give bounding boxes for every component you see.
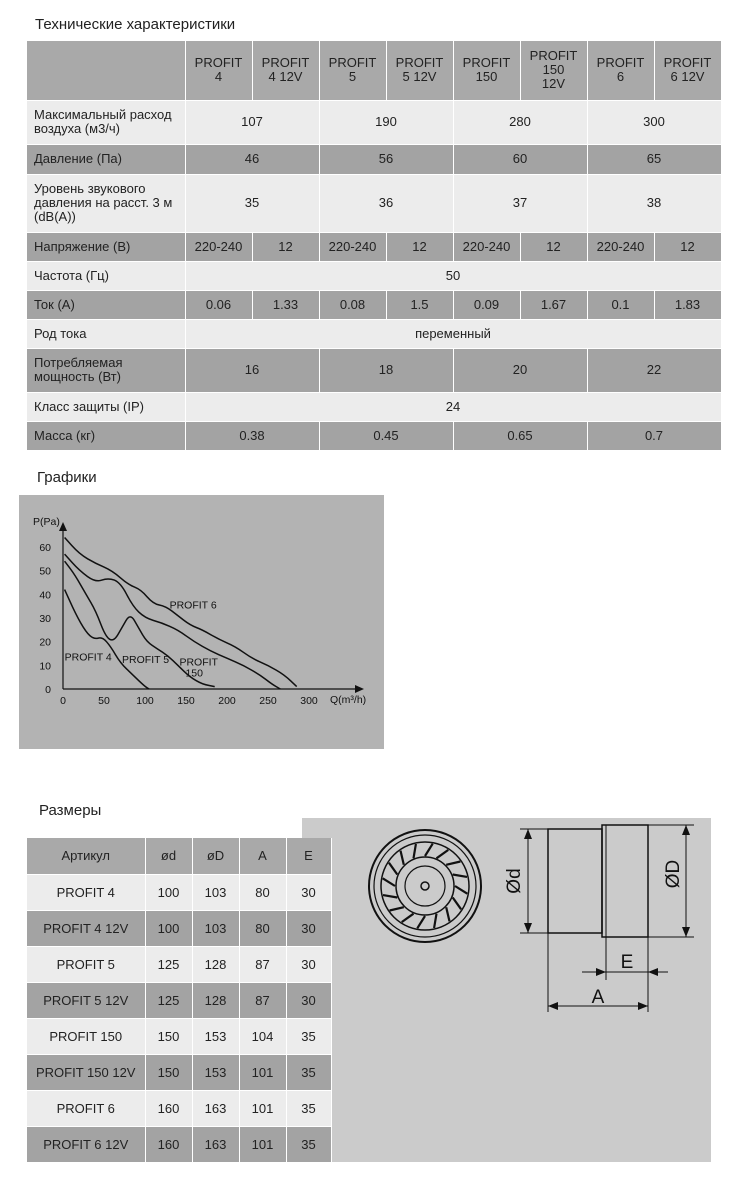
frequency-value: 50 xyxy=(185,261,721,290)
article-cell: PROFIT 4 xyxy=(27,874,145,910)
noise-value: 35 xyxy=(185,174,319,232)
dimension-cell: 30 xyxy=(286,910,331,946)
power-value: 22 xyxy=(587,348,721,392)
column-header: ød xyxy=(145,838,192,874)
mass-row xyxy=(27,421,721,450)
current-value: 0.08 xyxy=(319,290,386,319)
noise-row xyxy=(27,174,721,232)
length-E-label: E xyxy=(620,952,634,973)
dimension-cell: 160 xyxy=(145,1090,192,1126)
article-cell: PROFIT 5 12V xyxy=(27,982,145,1018)
x-tick-label: 200 xyxy=(218,695,236,707)
table-row xyxy=(27,1090,331,1126)
voltage-value: 12 xyxy=(386,232,453,261)
curve-profit-150 xyxy=(65,554,281,689)
voltage-row xyxy=(27,232,721,261)
dimensions-title: Размеры xyxy=(39,802,102,819)
dimension-cell: 101 xyxy=(239,1090,286,1126)
graphs-title: Графики xyxy=(37,469,97,486)
article-cell: PROFIT 6 xyxy=(27,1090,145,1126)
current-row xyxy=(27,290,721,319)
dimensions-table xyxy=(27,838,332,1163)
column-header: A xyxy=(239,838,286,874)
fan-blade xyxy=(455,886,467,894)
y-tick-label: 30 xyxy=(39,613,51,625)
airflow-value: 300 xyxy=(587,100,721,144)
specs-title: Технические характеристики xyxy=(35,16,236,33)
power-value: 20 xyxy=(453,348,587,392)
fan-blade xyxy=(453,898,461,910)
specs-header-row xyxy=(27,41,721,100)
fan-blade xyxy=(425,844,433,856)
model-header: PROFIT 150 12V xyxy=(520,41,587,100)
table-row xyxy=(27,1054,331,1090)
dimension-cell: 100 xyxy=(145,910,192,946)
fan-blade xyxy=(446,862,460,865)
table-row xyxy=(27,1018,331,1054)
x-tick-label: 250 xyxy=(259,695,277,707)
dimension-cell: 125 xyxy=(145,982,192,1018)
dimension-cell: 30 xyxy=(286,874,331,910)
model-header: PROFIT 6 xyxy=(587,41,654,100)
x-tick-label: 0 xyxy=(60,695,66,707)
dimension-cell: 35 xyxy=(286,1054,331,1090)
article-cell: PROFIT 150 12V xyxy=(27,1054,145,1090)
dimensions-body xyxy=(27,874,331,1162)
noise-value: 38 xyxy=(587,174,721,232)
dimension-cell: 30 xyxy=(286,982,331,1018)
voltage-value: 220-240 xyxy=(453,232,520,261)
fan-side-view xyxy=(504,825,694,1012)
current-value: 1.5 xyxy=(386,290,453,319)
pressure-value: 46 xyxy=(185,144,319,174)
diameter-D-label: ØD xyxy=(663,859,684,889)
current-type-value: переменный xyxy=(185,319,721,348)
performance-chart-svg xyxy=(19,495,384,749)
pressure-row xyxy=(27,144,721,174)
dimension-cell: 125 xyxy=(145,946,192,982)
chart-labels xyxy=(33,516,366,707)
column-header: Артикул xyxy=(27,838,145,874)
power-value: 16 xyxy=(185,348,319,392)
current-type-row xyxy=(27,319,721,348)
diameter-d-label: Ød xyxy=(504,868,525,894)
dimension-cell: 30 xyxy=(286,946,331,982)
dimension-cell: 80 xyxy=(239,910,286,946)
x-axis-arrow xyxy=(355,685,364,693)
y-axis-label: P(Pa) xyxy=(33,516,60,528)
dimension-cell: 35 xyxy=(286,1126,331,1162)
performance-chart xyxy=(19,495,384,749)
y-axis-arrow xyxy=(59,522,67,531)
voltage-value: 12 xyxy=(654,232,721,261)
table-row xyxy=(27,910,331,946)
x-tick-label: 100 xyxy=(136,695,154,707)
dimension-cell: 160 xyxy=(145,1126,192,1162)
model-header: PROFIT 5 12V xyxy=(386,41,453,100)
fan-blade xyxy=(401,851,404,865)
mass-value: 0.38 xyxy=(185,421,319,450)
fan-blade xyxy=(383,895,397,897)
airflow-value: 107 xyxy=(185,100,319,144)
power-row xyxy=(27,348,721,392)
dimension-cell: 150 xyxy=(145,1054,192,1090)
fan-blade xyxy=(389,863,397,875)
voltage-value: 12 xyxy=(252,232,319,261)
airflow-value: 280 xyxy=(453,100,587,144)
protection-row xyxy=(27,392,721,421)
fan-blade xyxy=(417,916,425,928)
specs-table xyxy=(27,41,722,451)
airflow-label: Максимальный расход воздуха (м3/ч) xyxy=(27,100,185,144)
y-tick-label: 10 xyxy=(39,660,51,673)
curve-label: 150 xyxy=(185,667,203,680)
fan-blade xyxy=(446,907,449,921)
dimensions-header-row xyxy=(27,838,331,874)
mass-value: 0.65 xyxy=(453,421,587,450)
protection-value: 24 xyxy=(185,392,721,421)
y-tick-label: 40 xyxy=(39,589,51,602)
dimension-cell: 87 xyxy=(239,982,286,1018)
curve-label: PROFIT 6 xyxy=(169,599,217,612)
dimension-cell: 128 xyxy=(192,946,239,982)
curve-label: PROFIT 4 xyxy=(64,651,112,664)
current-value: 1.33 xyxy=(252,290,319,319)
dimension-cell: 150 xyxy=(145,1018,192,1054)
dimension-cell: 101 xyxy=(239,1054,286,1090)
dimension-cell: 100 xyxy=(145,874,192,910)
y-tick-label: 0 xyxy=(45,684,51,696)
y-tick-label: 50 xyxy=(39,565,51,578)
current-value: 1.83 xyxy=(654,290,721,319)
table-row xyxy=(27,982,331,1018)
fan-blade xyxy=(453,875,467,877)
fan-blade xyxy=(414,844,416,858)
x-tick-label: 50 xyxy=(98,695,110,707)
noise-value: 37 xyxy=(453,174,587,232)
frequency-label: Частота (Гц) xyxy=(27,261,185,290)
pressure-value: 60 xyxy=(453,144,587,174)
model-header: PROFIT 4 12V xyxy=(252,41,319,100)
noise-value: 36 xyxy=(319,174,453,232)
y-tick-label: 20 xyxy=(39,636,51,649)
x-tick-label: 300 xyxy=(300,695,318,707)
specs-header-empty xyxy=(27,41,185,100)
voltage-value: 220-240 xyxy=(319,232,386,261)
article-cell: PROFIT 150 xyxy=(27,1018,145,1054)
x-tick-label: 150 xyxy=(177,695,195,707)
fan-blade xyxy=(434,914,436,928)
table-row xyxy=(27,1126,331,1162)
curve-label: PROFIT 5 xyxy=(122,653,170,666)
mass-value: 0.45 xyxy=(319,421,453,450)
voltage-label: Напряжение (В) xyxy=(27,232,185,261)
current-value: 0.1 xyxy=(587,290,654,319)
current-value: 1.67 xyxy=(520,290,587,319)
current-value: 0.09 xyxy=(453,290,520,319)
y-tick-label: 60 xyxy=(39,542,51,554)
mass-value: 0.7 xyxy=(587,421,721,450)
column-header: øD xyxy=(192,838,239,874)
table-row xyxy=(27,946,331,982)
protection-label: Класс защиты (IP) xyxy=(27,392,185,421)
dimension-cell: 153 xyxy=(192,1018,239,1054)
fan-front-view xyxy=(369,830,481,942)
power-value: 18 xyxy=(319,348,453,392)
fan-blade xyxy=(383,878,395,886)
voltage-value: 220-240 xyxy=(185,232,252,261)
current-label: Ток (А) xyxy=(27,290,185,319)
dimension-cell: 35 xyxy=(286,1090,331,1126)
dimension-cell: 163 xyxy=(192,1126,239,1162)
airflow-row xyxy=(27,100,721,144)
model-header: PROFIT 4 xyxy=(185,41,252,100)
dimension-cell: 153 xyxy=(192,1054,239,1090)
model-header: PROFIT 5 xyxy=(319,41,386,100)
mass-label: Масса (кг) xyxy=(27,421,185,450)
dimension-cell: 128 xyxy=(192,982,239,1018)
dimension-cell: 104 xyxy=(239,1018,286,1054)
article-cell: PROFIT 5 xyxy=(27,946,145,982)
fan-blade xyxy=(402,914,414,922)
voltage-value: 12 xyxy=(520,232,587,261)
column-header: E xyxy=(286,838,331,874)
pressure-value: 56 xyxy=(319,144,453,174)
airflow-value: 190 xyxy=(319,100,453,144)
voltage-value: 220-240 xyxy=(587,232,654,261)
dimension-cell: 35 xyxy=(286,1018,331,1054)
power-label: Потребляемая мощность (Вт) xyxy=(27,348,185,392)
fan-blade xyxy=(437,850,449,858)
current-type-label: Род тока xyxy=(27,319,185,348)
fan-drawing xyxy=(302,818,711,1162)
current-value: 0.06 xyxy=(185,290,252,319)
dimension-cell: 80 xyxy=(239,874,286,910)
dimension-cell: 103 xyxy=(192,910,239,946)
table-row xyxy=(27,874,331,910)
model-header: PROFIT 150 xyxy=(453,41,520,100)
dimension-cell: 101 xyxy=(239,1126,286,1162)
pressure-label: Давление (Па) xyxy=(27,144,185,174)
length-A-label: A xyxy=(591,987,605,1008)
article-cell: PROFIT 4 12V xyxy=(27,910,145,946)
curve-label: PROFIT xyxy=(179,656,218,669)
x-axis-label: Q(m³/h) xyxy=(330,694,367,706)
frequency-row xyxy=(27,261,721,290)
dimension-cell: 87 xyxy=(239,946,286,982)
model-header: PROFIT 6 12V xyxy=(654,41,721,100)
noise-label: Уровень звукового давления на расст. 3 м (dB(A)) xyxy=(27,174,185,232)
dimension-cell: 163 xyxy=(192,1090,239,1126)
dimension-cell: 103 xyxy=(192,874,239,910)
fan-blade xyxy=(390,907,404,910)
curve-profit-4 xyxy=(65,590,150,689)
article-cell: PROFIT 6 12V xyxy=(27,1126,145,1162)
pressure-value: 65 xyxy=(587,144,721,174)
